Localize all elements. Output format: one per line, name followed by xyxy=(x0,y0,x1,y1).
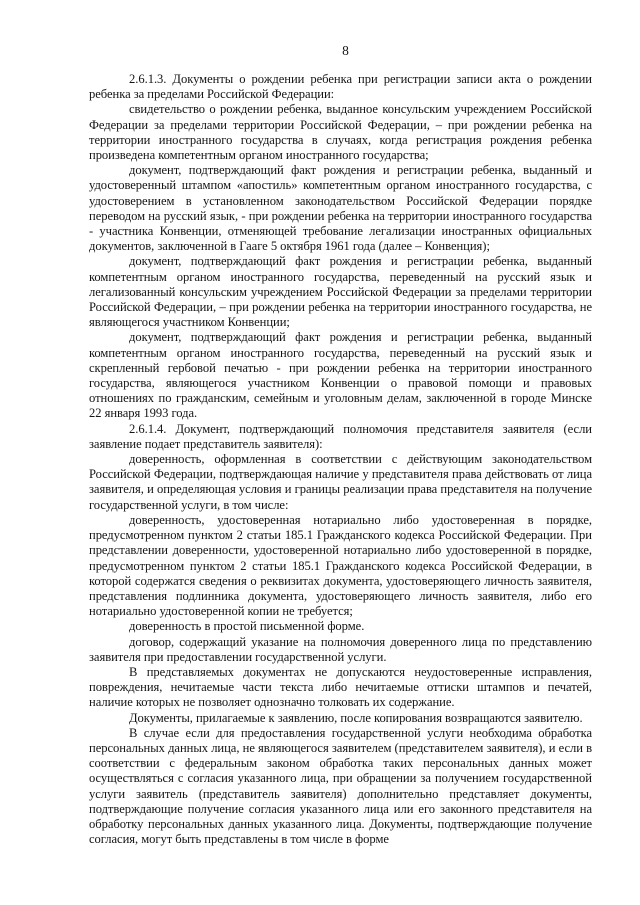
paragraph-no-corrections: В представляемых документах не допускаются неудостоверенные исправления, повреждения, нечитаемые части текста либо нечитаемые оттиски штампов и печатей, наличие которых не позволяет однозначно толковать их содержание. xyxy=(89,664,592,710)
paragraph-personal-data-consent: В случае если для предоставления государственной услуги необходима обработка персональных данных лица, не являющегося заявителем (представителем заявителя), и если в соответствии с федеральным законом обработка таких персональных данных может осуществляться с согласия указанного лица, при обращении за получением государственной услуги заявитель (представитель заявителя) дополнительно представляет документы, подтверждающие получение согласия указанного лица или его законного представителя на обработку персональных данных указанного лица. Документы, подтверждающие получение согласия, могут быть представлены в том числе в форме xyxy=(89,725,592,847)
paragraph-notarized-attorney: доверенность, удостоверенная нотариально либо удостоверенная в порядке, предусмотренном пунктом 2 статьи 185.1 Гражданского кодекса Российской Федерации. При представлении доверенности, удостоверенной нотариально либо удостоверенной в порядке, предусмотренном пунктом 2 статьи 185.1 Гражданского кодекса Российской Федерации, в которой содержатся сведения о реквизитах документа, удостоверяющего личность заявителя, представления подлинника документа, удостоверяющего личность заявителя, либо его нотариально удостоверенной копии не требуется; xyxy=(89,512,592,619)
paragraph-2-6-1-4: 2.6.1.4. Документ, подтверждающий полномочия представителя заявителя (если заявление подает представитель заявителя): xyxy=(89,421,592,451)
document-body xyxy=(89,72,592,847)
paragraph-minsk-convention-document: документ, подтверждающий факт рождения и регистрации ребенка, выданный компетентным органом иностранного государства, переведенный на русский язык и скрепленный гербовой печатью - при рождении ребенка на территории иностранного государства, являющегося участником Конвенции о правовой помощи и правовых отношениях по гражданским, семейным и уголовным делам, заключенной в городе Минске 22 января 1993 года. xyxy=(89,330,592,421)
paragraph-power-of-attorney: доверенность, оформленная в соответствии с действующим законодательством Российской Федерации, подтверждающая наличие у представителя права действовать от лица заявителя, и определяющая условия и границы реализации права представителя на получение государственной услуги, в том числе: xyxy=(89,452,592,512)
paragraph-contract: договор, содержащий указание на полномочия доверенного лица по представлению заявителя при предоставлении государственной услуги. xyxy=(89,634,592,664)
page-number: 8 xyxy=(342,43,349,58)
paragraph-legalized-document: документ, подтверждающий факт рождения и регистрации ребенка, выданный компетентным органом иностранного государства, переведенный на русский язык и легализованный консульским учреждением Российской Федерации за пределами территории Российской Федерации, – при рождении ребенка на территории иностранного государства, не являющегося участником Конвенции; xyxy=(89,254,592,330)
paragraph-simple-written-form: доверенность в простой письменной форме. xyxy=(129,619,365,634)
paragraph-2-6-1-3: 2.6.1.3. Документы о рождении ребенка при регистрации записи акта о рождении ребенка за пределами Российской Федерации: xyxy=(89,72,592,102)
paragraph-documents-returned: Документы, прилагаемые к заявлению, после копирования возвращаются заявителю. xyxy=(129,710,583,725)
paragraph-consular-certificate: свидетельство о рождении ребенка, выданное консульским учреждением Российской Федерации за пределами территории Российской Федерации, – при рождении ребенка на территории иностранного государства в случаях, когда регистрация рождения ребенка произведена компетентным органом иностранного государства; xyxy=(89,102,592,163)
paragraph-apostille-document: документ, подтверждающий факт рождения и регистрации ребенка, выданный и удостоверенный штампом «апостиль» компетентным органом иностранного государства, с удостоверением в установленном законодательством Российской Федерации порядке переводом на русский язык, - при рождении ребенка на территории иностранного государства - участника Конвенции, отменяющей требование легализации иностранных официальных документов, заключенной в Гааге 5 октября 1961 года (далее – Конвенция); xyxy=(89,163,592,254)
